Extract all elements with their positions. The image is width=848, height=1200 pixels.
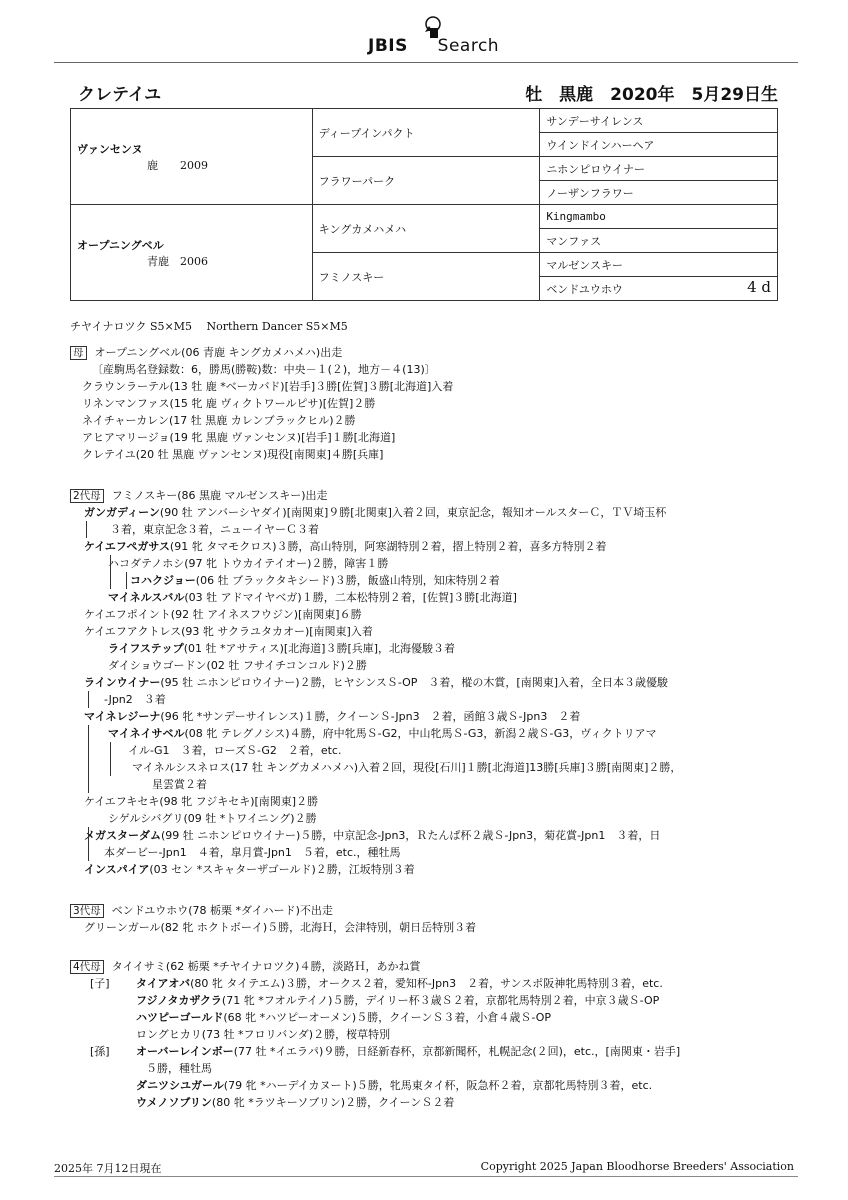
pedigree-table — [70, 108, 778, 301]
family-entry-text: (01 牡 *アサティス)[北海道]３勝[兵庫]，北海優駿３着 — [183, 642, 456, 655]
family-entry-text: -Jpn2 ３着 — [104, 693, 166, 706]
family-entry — [84, 674, 668, 691]
family-generation-header — [70, 902, 333, 919]
family-entry-text: (79 牝 *ハーデイカヌート)５勝，牝馬東タイ杯，阪急杯２着，京都牝馬特別３着，etc. — [223, 1079, 653, 1092]
jbis-search-logo[interactable] — [368, 36, 499, 56]
pedigree-g3: ウインドインハーヘア — [540, 133, 778, 157]
family-entry — [84, 861, 415, 878]
pedigree-g3: Kingmambo — [540, 205, 778, 229]
family-entry-text: 〔産駒馬名登録数：6，勝馬(勝鞍)数：中央－１(２)，地方－４(13)〕 — [92, 363, 436, 376]
family-entry — [84, 538, 607, 555]
horse-link[interactable]: ライフステップ — [108, 642, 184, 655]
logo-jbis: JBIS — [368, 36, 408, 56]
family-entry-prefix: [孫] — [90, 1045, 110, 1058]
family-entry-prefix: [子] — [90, 977, 110, 990]
tree-connector — [88, 844, 89, 861]
family-entry — [110, 521, 319, 538]
family-entry-text: (96 牝 *サンデーサイレンス)１勝，クイーンＳ-Jpn3 ２着，函館３歳Ｓ-Jpn3 ２着 — [160, 710, 581, 723]
family-entry — [136, 1077, 652, 1094]
pedigree-g3-last — [540, 277, 778, 301]
family-entry — [82, 429, 395, 446]
family-entry-text: シゲルシバグリ(09 牡 *トワイニング)２勝 — [108, 812, 317, 825]
inbreeding-note: チヤイナロツク S5×M5 Northern Dancer S5×M5 — [70, 320, 348, 333]
horse-link[interactable]: ハツピーゴールド — [136, 1011, 224, 1024]
tree-connector — [88, 691, 89, 708]
family-entry-text: リネンマンファス(15 牝 鹿 ヴィクトワールピサ)[佐賀]２勝 — [82, 397, 376, 410]
logo-search: Search — [437, 36, 500, 56]
horse-link[interactable]: ガンガディーン — [84, 506, 160, 519]
horse-link[interactable]: マイネレジーナ — [84, 710, 161, 723]
family-entry-text: ケイエフアクトレス(93 牝 サクラユタカオー)[南関東]入着 — [84, 625, 373, 638]
pedigree-g3-name: ベンドユウホウ — [546, 282, 623, 296]
family-entry — [84, 919, 476, 936]
pedigree-g3: サンデーサイレンス — [540, 109, 778, 133]
family-entry-text: ５勝，種牡馬 — [146, 1062, 212, 1075]
family-entry-text: フミノスキー(86 黒鹿 マルゼンスキー)出走 — [111, 489, 328, 502]
family-entry — [84, 504, 666, 521]
horse-link[interactable]: ダニツシユガール — [136, 1079, 224, 1092]
family-entry-text: (08 牝 テレグノシス)４勝，府中牝馬Ｓ-G2，中山牝馬Ｓ-G3，新潟２歳Ｓ-G3，ヴィクトリアマ — [184, 727, 657, 740]
family-entry-text: (77 牡 *イエラパ)９勝，日経新春杯，京都新聞杯，札幌記念(２回)，etc.，[南関東・岩手] — [233, 1045, 681, 1058]
family-entry — [108, 589, 517, 606]
family-entry-text: ３着，東京記念３着，ニューイヤーＣ３着 — [110, 523, 319, 536]
pedigree-g2: ディープインパクト — [312, 109, 540, 157]
sire-sub: 鹿 2009 — [147, 158, 208, 172]
pedigree-g3: ニホンピロウイナー — [540, 157, 778, 181]
family-entry — [84, 827, 660, 844]
family-entry — [128, 742, 341, 759]
dam-sub: 青鹿 2006 — [147, 254, 208, 268]
family-entry — [136, 992, 659, 1009]
horse-info: 牡 黒鹿 2020年 5月29日生 — [525, 85, 778, 105]
family-entry — [82, 395, 375, 412]
generation-tag: 2代母 — [70, 489, 104, 503]
family-entry-text: イル-G1 ３着，ローズＳ-G2 ２着，etc. — [128, 744, 342, 757]
pedigree-grade: 4 d — [747, 278, 771, 296]
family-entry-text: クレテイユ(20 牡 黒鹿 ヴァンセンヌ)現役[南関東]４勝[兵庫] — [82, 448, 384, 461]
family-entry-text: ハコダテノホシ(97 牝 トウカイテイオー)２勝，障害１勝 — [108, 557, 389, 570]
pedigree-g3: マルゼンスキー — [540, 253, 778, 277]
family-entry — [108, 555, 388, 572]
horse-link[interactable]: フジノタカザクラ — [136, 994, 222, 1007]
family-entry — [146, 1060, 212, 1077]
family-entry-text: ベンドユウホウ(78 栃栗 *ダイハード)不出走 — [111, 904, 333, 917]
family-entry — [104, 844, 401, 861]
family-entry-text: ケイエフキセキ(98 牝 フジキセキ)[南関東]２勝 — [84, 795, 319, 808]
horse-link[interactable]: マイネイサベル — [108, 727, 185, 740]
family-entry-text: (95 牡 ニホンピロウイナー)２勝，ヒヤシンスＳ-OP ３着，樅の木賞，[南関東]入着，全日本３歳優駿 — [160, 676, 669, 689]
family-entry-text: マイネルシスネロス(17 牡 キングカメハメハ)入着２回，現役[石川]１勝[北海道]13勝[兵庫]３勝[南関東]２勝， — [132, 761, 682, 774]
family-entry-text: ロングヒカリ(73 牡 *フロリバンダ)２勝，桜草特別 — [136, 1028, 391, 1041]
family-entry — [92, 361, 436, 378]
horse-title — [78, 80, 778, 106]
family-entry — [90, 975, 663, 992]
horse-link[interactable]: ケイエフペガサス — [84, 540, 170, 553]
family-entry — [136, 1094, 454, 1111]
horse-link[interactable]: メガスターダム — [84, 829, 161, 842]
pedigree-g2: フラワーパーク — [312, 157, 540, 205]
pedigree-g2: キングカメハメハ — [312, 205, 540, 253]
horse-name: クレテイユ — [78, 85, 162, 105]
sire-name: ヴァンセンヌ — [77, 142, 143, 156]
family-entry-text: (80 牝 タイテエム)３勝，オークス２着，愛知杯-Jpn3 ２着，サンスポ阪神牝馬特別３着，etc. — [190, 977, 663, 990]
pedigree-g3: マンファス — [540, 229, 778, 253]
footer-date: 2025年 7月12日現在 — [54, 1162, 162, 1175]
family-entry-text: オープニングベル(06 青鹿 キングカメハメハ)出走 — [94, 346, 343, 359]
family-entry — [108, 725, 657, 742]
family-entry-text: ダイショウゴードン(02 牡 フサイチコンコルド)２勝 — [108, 659, 367, 672]
family-entry-text: (06 牡 ブラックタキシード)３勝，飯盛山特別，知床特別２着 — [195, 574, 500, 587]
family-entry-text: (99 牡 ニホンピロウイナー)５勝，中京記念-Jpn3，Ｒたんぱ杯２歳Ｓ-Jpn3，菊花賞-Jpn1 ３着，日 — [161, 829, 661, 842]
tree-connector — [86, 521, 87, 538]
family-entry-text: (90 牡 アンバーシヤダイ)[南関東]９勝[北関東]入着２回，東京記念，報知オールスターＣ，ＴＶ埼玉杯 — [159, 506, 667, 519]
family-entry — [84, 708, 580, 725]
header — [0, 0, 848, 64]
horse-link[interactable]: オーバーレインボー — [136, 1045, 234, 1058]
family-entry-text: (03 牡 アドマイヤベガ)１勝，二本松特別２着，[佐賀]３勝[北海道] — [184, 591, 517, 604]
bottom-divider — [54, 1176, 798, 1177]
top-divider — [54, 62, 798, 63]
family-entry — [104, 691, 166, 708]
horse-link[interactable]: ラインウイナー — [84, 676, 161, 689]
family-entry — [108, 810, 317, 827]
family-entry — [82, 412, 356, 429]
family-entry — [108, 640, 455, 657]
family-entry — [90, 1043, 681, 1060]
family-entry-text: (68 牝 *ハツピーオーメン)５勝，クイーンＳ３着，小倉４歳Ｓ-OP — [223, 1011, 552, 1024]
family-entry — [136, 1009, 551, 1026]
horse-link[interactable]: ウメノソブリン — [136, 1096, 212, 1109]
family-entry — [152, 776, 207, 793]
family-entry-text: (71 牝 *フオルテイノ)５勝，デイリー杯３歳Ｓ２着，京都牝馬特別２着，中京３歳Ｓ-OP — [221, 994, 660, 1007]
generation-tag: 3代母 — [70, 904, 104, 918]
family-entry — [84, 793, 318, 810]
pedigree-dam — [71, 205, 313, 301]
pedigree-sire — [71, 109, 313, 205]
family-entry-text: 星雲賞２着 — [152, 778, 207, 791]
family-entry — [108, 657, 367, 674]
family-entry-text: (03 セン *スキャターザゴールド)２勝，江坂特別３着 — [149, 863, 415, 876]
tree-connector — [110, 555, 111, 589]
family-generation-header — [70, 487, 328, 504]
tree-connector — [110, 742, 111, 776]
tree-connector — [88, 725, 89, 793]
generation-tag: 4代母 — [70, 960, 104, 974]
family-entry-text: グリーンガール(82 牝 ホクトボーイ)５勝，北海Ｈ，会津特別，朝日岳特別３着 — [84, 921, 477, 934]
family-entry — [132, 759, 681, 776]
family-entry — [82, 446, 383, 463]
family-entry — [136, 1026, 390, 1043]
family-entry — [130, 572, 500, 589]
generation-tag: 母 — [70, 346, 87, 360]
family-entry — [82, 378, 453, 395]
pedigree-g3: ノーザンフラワー — [540, 181, 778, 205]
family-generation-header — [70, 958, 420, 975]
family-entry-text: 本ダービー-Jpn1 ４着，皐月賞-Jpn1 ５着，etc.，種牡馬 — [104, 846, 401, 859]
horse-link[interactable]: コハクジョー — [130, 574, 196, 587]
tree-connector — [126, 572, 127, 589]
dam-name: オープニングベル — [77, 238, 164, 252]
family-entry-text: タイイサミ(62 栃栗 *チヤイナロツク)４勝，淡路Ｈ，あかね賞 — [111, 960, 421, 973]
family-entry-text: (80 牝 *ラツキーソブリン)２勝，クイーンＳ２着 — [211, 1096, 455, 1109]
pedigree-g2: フミノスキー — [312, 253, 540, 301]
family-entry — [84, 606, 362, 623]
footer-copyright: Copyright 2025 Japan Bloodhorse Breeders' Association — [480, 1160, 794, 1173]
family-entry-text: ネイチャーカレン(17 牡 黒鹿 カレンブラックヒル)２勝 — [82, 414, 356, 427]
tree-connector — [88, 827, 89, 844]
horse-link[interactable]: タイアオバ — [136, 977, 191, 990]
family-entry-text: クラウンラーテル(13 牡 鹿 *ベーカバド)[岩手]３勝[佐賀]３勝[北海道]入着 — [82, 380, 454, 393]
family-entry — [84, 623, 373, 640]
family-entry-text: アヒアマリージョ(19 牝 黒鹿 ヴァンセンヌ)[岩手]１勝[北海道] — [82, 431, 396, 444]
horse-link[interactable]: マイネルスバル — [108, 591, 185, 604]
family-entry-text: ケイエフポイント(92 牡 アイネスフウジン)[南関東]６勝 — [84, 608, 362, 621]
family-generation-header — [70, 344, 342, 361]
family-entry-text: (91 牝 タマモクロス)３勝，高山特別，阿寒湖特別２着，摺上特別２着，喜多方特別２着 — [169, 540, 607, 553]
horse-link[interactable]: インスパイア — [84, 863, 150, 876]
